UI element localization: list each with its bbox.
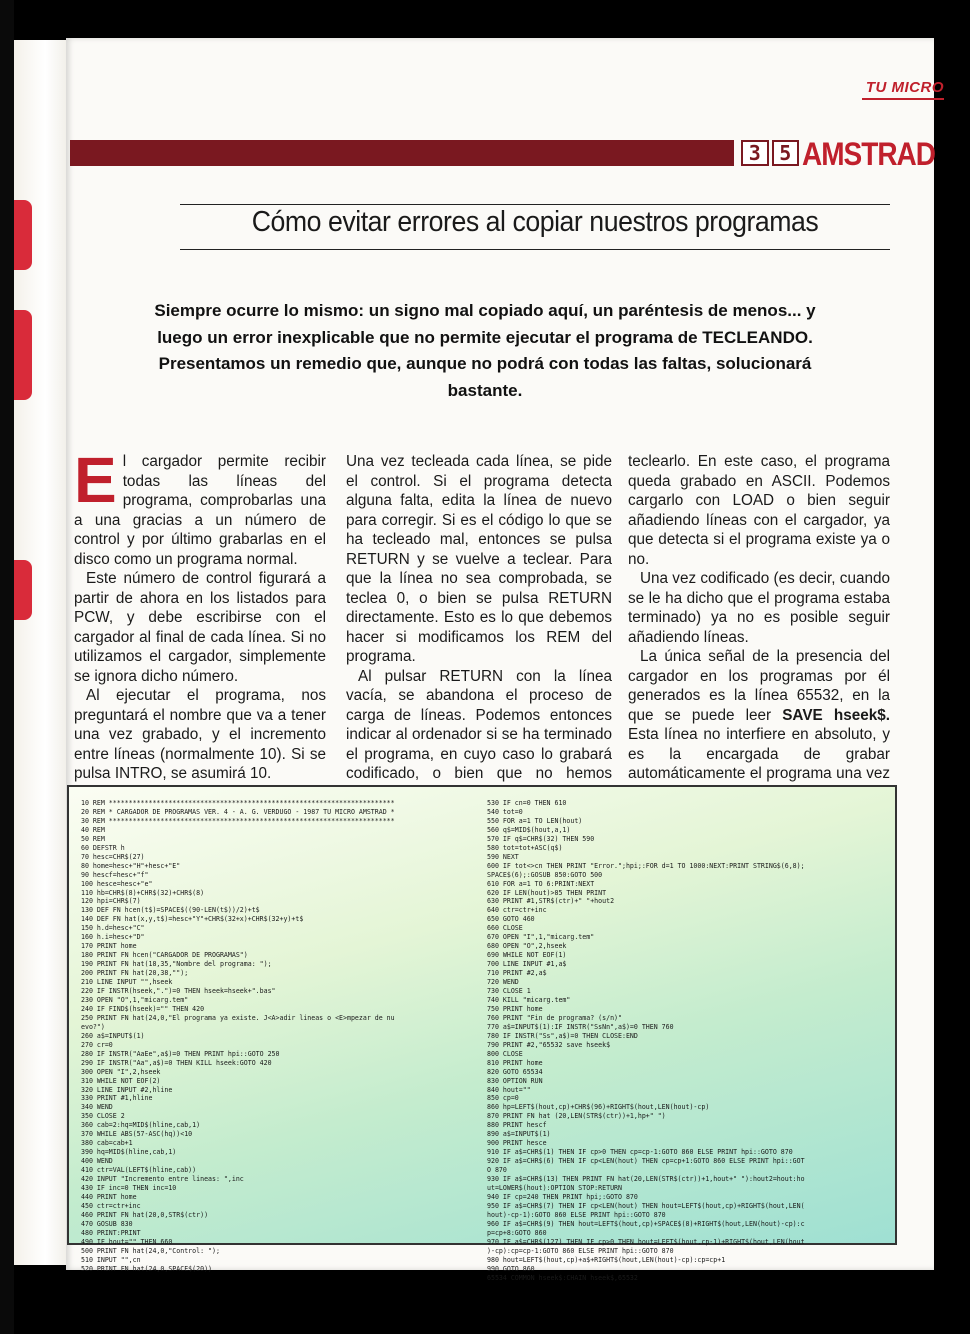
code-line: 360 cab=2:hq=MID$(hline,cab,1) <box>81 1121 201 1130</box>
code-line: 650 GOTO 460 <box>487 915 535 924</box>
code-line: 870 PRINT FN hat (20,LEN(STR$(ctr))+1,hp+" ") <box>487 1112 666 1121</box>
code-line: 670 OPEN "I",1,"micarg.tem" <box>487 933 595 942</box>
paragraph <box>628 647 890 803</box>
code-line: 280 IF INSTR("AaEe",a$)=0 THEN PRINT hpi::GOTO 250 <box>81 1049 280 1058</box>
code-line: 250 PRINT FN hat(24,0,"El programa ya existe. J<A>adir lineas o <E>mpezar de nu <box>81 1013 395 1022</box>
code-line: 65534 COMMON hseek$:CHAIN hseek$,65532 <box>487 1273 638 1282</box>
code-line: 580 tot=tot+ASC(q$) <box>487 843 563 852</box>
code-line: 980 hout=LEFT$(hout,cp)+a$+RIGHT$(hout,LEN(hout)-cp):cp=cp+1 <box>487 1255 726 1264</box>
code-line: 370 WHILE ABS(57-ASC(hq))<10 <box>81 1130 193 1139</box>
code-line: 660 CLOSE <box>487 924 523 933</box>
code-line: 860 hp=LEFT$(hout,cp)+CHR$(96)+RIGHT$(hout,LEN(hout)-cp) <box>487 1103 710 1112</box>
code-line: 820 GOTO 65534 <box>487 1067 543 1076</box>
code-line: 540 tot=0 <box>487 807 523 816</box>
code-line: 530 IF cn=0 THEN 610 <box>487 799 567 807</box>
code-line: hout)-cp-1):GOTO 860 ELSE PRINT hpi::GOTO 870 <box>487 1210 666 1219</box>
header-banner <box>70 140 734 166</box>
code-line: 900 PRINT hesce <box>487 1139 547 1148</box>
code-line: 730 CLOSE 1 <box>487 987 531 996</box>
code-line: 720 WEND <box>487 978 519 987</box>
code-line: 470 GOSUB 830 <box>81 1219 133 1228</box>
code-line: 430 IF inc=0 THEN inc=10 <box>81 1183 177 1192</box>
code-line: 120 hpi=CHR$(7) <box>81 897 141 906</box>
code-line: 880 PRINT hescf <box>487 1121 547 1130</box>
code-line: 780 IF INSTR("Ss",a$)=0 THEN CLOSE:END <box>487 1031 638 1040</box>
code-line: 920 IF a$=CHR$(6) THEN IF cp<LEN(hout) THEN cp=cp+1:GOTO 860 ELSE PRINT hpi::GOT <box>487 1157 805 1166</box>
code-line: 270 cr=0 <box>81 1040 113 1049</box>
code-line: 380 cab=cab+1 <box>81 1139 133 1148</box>
code-line: 760 PRINT "Fin de programa? (s/n)" <box>487 1013 622 1022</box>
code-line: 850 cp=0 <box>487 1094 519 1103</box>
code-line: 830 OPTION RUN <box>487 1076 543 1085</box>
code-line: 170 PRINT home <box>81 942 137 951</box>
code-line: 80 home=hesc+"H"+hesc+"E" <box>81 861 181 870</box>
code-line: 420 INPUT "Incremento entre lineas: ",inc <box>81 1175 244 1184</box>
code-line: ut=LOWER$(hout):OPTION STOP:RETURN <box>487 1183 622 1192</box>
code-line: 220 IF INSTR(hseek,".")=0 THEN hseek=hseek+".bas" <box>81 987 276 996</box>
issue-digit: 3 <box>741 140 769 166</box>
brand-subtitle-underline <box>862 98 944 100</box>
listing-column-left <box>81 799 481 1274</box>
code-line: 70 hesc=CHR$(27) <box>81 852 145 861</box>
code-line: 960 IF a$=CHR$(9) THEN hout=LEFT$(hout,cp)+SPACE$(8)+RIGHT$(hout,LEN(hout)-cp):c <box>487 1219 805 1228</box>
paragraph-text: La única señal de la presencia del cargador en los programas por él generados es la línea 65532, en la que se puede leer <box>628 648 890 724</box>
text-column-2 <box>346 452 612 803</box>
code-line: 300 OPEN "I",2,hseek <box>81 1067 161 1076</box>
code-line: 400 WEND <box>81 1157 113 1166</box>
code-line: 520 PRINT FN hat(24,0,SPACE$(20)) <box>81 1264 213 1273</box>
code-line: 840 hout="" <box>487 1085 531 1094</box>
decorative-streak <box>14 200 32 270</box>
paragraph-text: Esta línea no interfiere en absoluto, y es la encargada de grabar automáticamente el programa una vez <box>628 726 890 782</box>
code-line: 700 LINE INPUT #1,a$ <box>487 960 567 969</box>
code-line: 310 WHILE NOT EOF(2) <box>81 1076 161 1085</box>
code-line: 500 PRINT FN hat(24,0,"Control: "); <box>81 1246 220 1255</box>
title-rule-bottom <box>180 249 890 250</box>
listing-column-right <box>487 799 885 1282</box>
brand-subtitle: TU MICRO <box>865 79 944 96</box>
code-line: 550 FOR a=1 TO LEN(hout) <box>487 816 583 825</box>
code-line: 20 REM * CARGADOR DE PROGRAMAS VER. 4 - A. G. VERDUGO - 1987 TU MICRO AMSTRAD * <box>81 807 395 816</box>
code-line: 440 PRINT home <box>81 1192 137 1201</box>
code-line: 710 PRINT #2,a$ <box>487 969 547 978</box>
code-line: 410 ctr=VAL(LEFT$(hline,cab)) <box>81 1166 197 1175</box>
code-line: 690 WHILE NOT EOF(1) <box>487 951 567 960</box>
text-column-3 <box>628 452 890 803</box>
article-title: Cómo evitar errores al copiar nuestros programas <box>251 206 819 238</box>
code-line: 290 IF INSTR("Aa",a$)=0 THEN KILL hseek:GOTO 420 <box>81 1058 272 1067</box>
code-line: 450 ctr=ctr+inc <box>81 1201 141 1210</box>
paragraph: Al pulsar RETURN con la línea vacía, se abandona el proceso de carga de líneas. Podemos entonces indicar al ordenador si se ha terminado el programa, en cuyo caso lo grabará codificado, o bien que no hemos <box>346 667 612 782</box>
paragraph: Este número de control figurará a partir de ahora en los listados para PCW, y debe escribirse con el cargador al final de cada línea. Si no utilizamos el cargador, simplemente se ignora dicho número. <box>74 570 326 685</box>
code-line: evo?") <box>81 1022 105 1031</box>
code-line: 100 hesce=hesc+"e" <box>81 879 153 888</box>
code-line: 810 PRINT home <box>487 1058 543 1067</box>
code-line: 160 h.i=hesc+"D" <box>81 933 145 942</box>
text-column-1 <box>74 444 326 784</box>
code-line: SPACE$(6);:GOSUB 850:GOTO 500 <box>487 870 603 879</box>
code-line: 190 PRINT FN hat(18,35,"Nombre del programa: "); <box>81 960 272 969</box>
code-line: 40 REM <box>81 825 105 834</box>
code-line: 930 IF a$=CHR$(13) THEN PRINT FN hat(20,LEN(STR$(ctr))+1,hout+" "):hout2=hout:ho <box>487 1175 805 1184</box>
code-line: 770 a$=INPUT$(1):IF INSTR("SsNn",a$)=0 THEN 760 <box>487 1022 674 1031</box>
code-line: 320 LINE INPUT #2,hline <box>81 1085 173 1094</box>
code-line: 130 DEF FN hcen(t$)=SPACE$((90-LEN(t$))/2)+t$ <box>81 906 260 915</box>
code-line: 230 OPEN "O",1,"micarg.tem" <box>81 995 189 1004</box>
code-line: 490 IF hout="" THEN 660 <box>81 1237 173 1246</box>
code-line: O 870 <box>487 1166 507 1175</box>
code-line: 750 PRINT home <box>487 1004 543 1013</box>
code-line: 590 NEXT <box>487 852 519 861</box>
code-line: 60 DEFSTR h <box>81 843 125 852</box>
code-line: 940 IF cp=240 THEN PRINT hpi;:GOTO 870 <box>487 1192 638 1201</box>
code-line: 570 IF q$=CHR$(32) THEN 590 <box>487 834 595 843</box>
code-line: 560 q$=MID$(hout,a,1) <box>487 825 571 834</box>
code-line: 240 IF FIND$(hseek)="" THEN 420 <box>81 1004 205 1013</box>
previous-page-edge <box>14 40 66 1265</box>
paragraph <box>74 444 326 569</box>
code-line: 970 IF a$=CHR$(127) THEN IF cp>0 THEN hout=LEFT$(hout,cp-1)+RIGHT$(hout,LEN(hout <box>487 1237 805 1246</box>
code-line: 340 WEND <box>81 1103 113 1112</box>
code-line: )-cp):cp=cp-1:GOTO 860 ELSE PRINT hpi::GOTO 870 <box>487 1246 674 1255</box>
code-line: 180 PRINT FN hcen("CARGADOR DE PROGRAMAS") <box>81 951 248 960</box>
code-line: 800 CLOSE <box>487 1049 523 1058</box>
code-line: 30 REM ************************************************************************ <box>81 816 395 825</box>
code-line: 620 IF LEN(hout)>85 THEN PRINT <box>487 888 607 897</box>
code-line: 510 INPUT "",cn <box>81 1255 141 1264</box>
code-line: 90 hescf=hesc+"f" <box>81 870 149 879</box>
code-line: 600 IF tot<>cn THEN PRINT "Error.";hpi;:FOR d=1 TO 1000:NEXT:PRINT STRING$(6,8); <box>487 861 805 870</box>
code-line: 10 REM ************************************************************************ <box>81 799 395 807</box>
issue-number <box>741 140 799 166</box>
code-line: 640 ctr=ctr+inc <box>487 906 547 915</box>
code-line: 140 DEF FN hat(x,y,t$)=hesc+"Y"+CHR$(32+x)+CHR$(32+y)+t$ <box>81 915 304 924</box>
drop-cap: E <box>74 444 117 516</box>
code-line: 740 KILL "micarg.tem" <box>487 995 571 1004</box>
code-line: 990 GOTO 860 <box>487 1264 535 1273</box>
code-line: 50 REM <box>81 834 105 843</box>
decorative-streak <box>14 560 32 620</box>
code-line: p=cp+8:GOTO 860 <box>487 1228 547 1237</box>
code-line: 790 PRINT #2,"65532 save hseek$ <box>487 1040 611 1049</box>
code-reference: SAVE hseek$. <box>782 706 890 724</box>
decorative-streak <box>14 310 32 400</box>
code-line: 200 PRINT FN hat(20,38,""); <box>81 969 189 978</box>
code-line: 480 PRINT:PRINT <box>81 1228 141 1237</box>
code-line: 910 IF a$=CHR$(1) THEN IF cp>0 THEN cp=cp-1:GOTO 860 ELSE PRINT hpi::GOTO 870 <box>487 1148 793 1157</box>
code-line: 680 OPEN "O",2,hseek <box>487 942 567 951</box>
code-line: 210 LINE INPUT "",hseek <box>81 978 173 987</box>
code-line: 110 hb=CHR$(8)+CHR$(32)+CHR$(8) <box>81 888 205 897</box>
brand-logo: AMSTRAD <box>802 136 935 172</box>
paragraph: Una vez tecleada cada línea, se pide el control. Si el programa detecta alguna falta, edita la línea de nuevo para corregir. Si es el código lo que se ha tecleado mal, entonces se pulsa RETURN y se vuelve a teclear. Para que la línea no sea comprobada, se teclea 0, o bien se pulsa RETURN directamente. Esto es lo que debemos hacer si modificamos los REM del programa. <box>346 453 612 665</box>
paragraph-text: l cargador permite recibir todas las líneas del programa, comprobarlas una a una gracias a un número de control y por último grabarlas en el disco como un programa normal. <box>74 453 326 568</box>
paragraph: Una vez codificado (es decir, cuando se le ha dicho que el programa estaba terminado) ya no es posible seguir añadiendo líneas. <box>628 570 890 646</box>
code-line: 460 PRINT FN hat(20,0,STR$(ctr)) <box>81 1210 209 1219</box>
code-line: 630 PRINT #1,STR$(ctr)+" "+hout2 <box>487 897 615 906</box>
code-line: 350 CLOSE 2 <box>81 1112 125 1121</box>
code-line: 260 a$=INPUT$(1) <box>81 1031 145 1040</box>
title-rule-top <box>180 204 890 205</box>
code-line: 150 h.d=hesc+"C" <box>81 924 145 933</box>
issue-digit: 5 <box>772 140 800 166</box>
code-line: 610 FOR a=1 TO 6:PRINT:NEXT <box>487 879 595 888</box>
paragraph: teclearlo. En este caso, el programa queda grabado en ASCII. Podemos cargarlo con LOAD o bien seguir añadiendo líneas con el cargador, ya que detecta si el programa existe ya o no. <box>628 453 890 568</box>
program-listing <box>67 785 897 1282</box>
code-line: 950 IF a$=CHR$(7) THEN IF cp<LEN(hout) THEN hout=LEFT$(hout,cp)+RIGHT$(hout,LEN( <box>487 1201 805 1210</box>
book-spine <box>0 0 14 1334</box>
code-line: 890 a$=INPUT$(1) <box>487 1130 551 1139</box>
code-line: 330 PRINT #1,hline <box>81 1094 153 1103</box>
paragraph: Al ejecutar el programa, nos preguntará el nombre que va a tener una vez grabado, y el incremento entre líneas (normalmente 10). Si se pulsa INTRO, se asumirá 10. <box>74 687 326 782</box>
article-intro: Siempre ocurre lo mismo: un signo mal copiado aquí, un paréntesis de menos... y luego un error inexplicable que no permite ejecutar el programa de TECLEANDO. Presentamos un remedio que, aunque no podrá con todas las faltas, solucionará bastante. <box>154 301 816 400</box>
code-line: 390 hq=MID$(hline,cab,1) <box>81 1148 177 1157</box>
